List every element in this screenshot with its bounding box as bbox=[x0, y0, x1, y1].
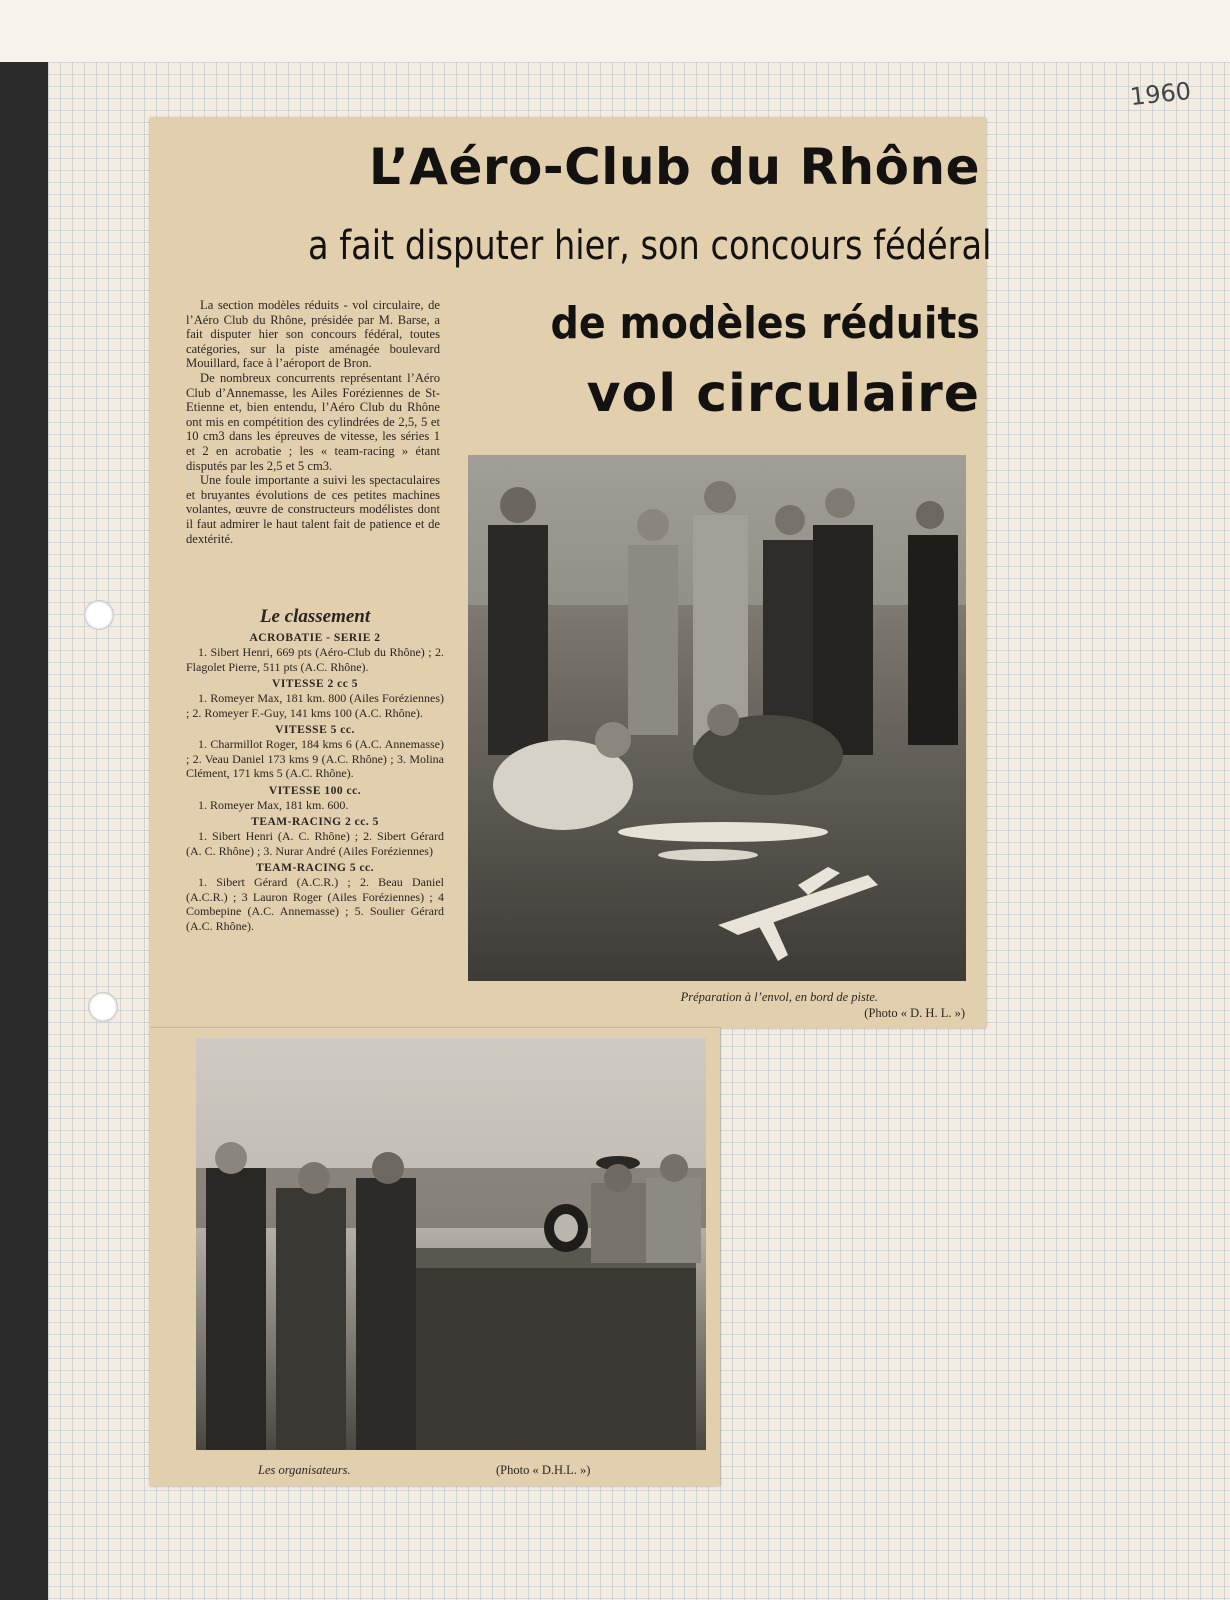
results-text: 1. Sibert Henri, 669 pts (Aéro-Club du Rhône) ; 2. Flagolet Pierre, 511 pts (A.C. Rhône). bbox=[186, 645, 444, 674]
headline-main: L’Aéro-Club du Rhône bbox=[368, 138, 980, 196]
binder-hole bbox=[88, 992, 118, 1022]
results-category: VITESSE 5 cc. bbox=[275, 724, 355, 736]
photo-credit: (Photo « D.H.L. ») bbox=[496, 1463, 591, 1477]
results-title: Le classement bbox=[259, 606, 371, 627]
photo-caption: Les organisateurs. bbox=[258, 1463, 351, 1477]
scan-top-margin bbox=[0, 0, 1230, 62]
intro-paragraph: Une foule importante a suivi les spectaculaires et bruyantes évolutions de ces petites machines volantes, œuvre de constructeurs modélistes dont il faut admirer le haut talent fait de patience et de dextérité. bbox=[186, 473, 440, 546]
handwritten-year: 1960 bbox=[1128, 76, 1193, 112]
results-text: 1. Sibert Henri (A. C. Rhône) ; 2. Sibert Gérard (A. C. Rhône) ; 3. Nurar André (Ailes Foréziennes) bbox=[186, 829, 444, 858]
results-text: 1. Sibert Gérard (A.C.R.) ; 2. Beau Daniel (A.C.R.) ; 3 Lauron Roger (Ailes Foréziennes) ; 4 Combepine (A.C. Annemasse) ; 5. Soulier Gérard (A.C. Rhône). bbox=[186, 875, 444, 933]
headline-sub: a fait disputer hier, son concours fédéral bbox=[308, 223, 992, 269]
results-section bbox=[186, 606, 444, 933]
results-text: 1. Romeyer Max, 181 km. 600. bbox=[198, 797, 349, 812]
results-category: TEAM-RACING 2 cc. 5 bbox=[251, 816, 379, 828]
headline-line4: vol circulaire bbox=[586, 364, 980, 424]
article-intro bbox=[186, 298, 440, 546]
results-text: 1. Romeyer Max, 181 km. 800 (Ailes Foréziennes) ; 2. Romeyer F.-Guy, 141 kms 100 (A.C. Rhône). bbox=[186, 691, 444, 720]
results-category: VITESSE 100 cc. bbox=[268, 784, 362, 797]
results-category: VITESSE 2 cc 5 bbox=[272, 678, 358, 690]
photo-caption: Préparation à l’envol, en bord de piste. bbox=[680, 990, 878, 1004]
intro-paragraph: De nombreux concurrents représentant l’Aéro Club d’Annemasse, les Ailes Foréziennes de St-Etienne et, bien entendu, l’Aéro Club du Rhône ont mis en compétition des cylindrées de 2,5, 5 et 10 cm3 dans les épreuves de vitesse, les séries 1 et 2 en acrobatie ; les « team-racing » étant disputés par les 2,5 et 5 cm3. bbox=[186, 370, 440, 473]
headline-line3: de modèles réduits bbox=[550, 298, 980, 349]
results-text: 1. Charmillot Roger, 184 kms 6 (A.C. Annemasse) ; 2. Veau Daniel 173 kms 9 (A.C. Rhône) ; 3. Molina Clément, 171 kms 5 (A.C. Rhône). bbox=[186, 737, 444, 780]
intro-paragraph: La section modèles réduits - vol circulaire, de l’Aéro Club du Rhône, présidée par M. Barse, a fait disputer hier son concours fédéral, toutes catégories, sur la piste aménagée boulevard Mouillard, face à l’aéroport de Bron. bbox=[186, 298, 440, 371]
results-category: TEAM-RACING 5 cc. bbox=[255, 862, 375, 874]
photo-credit: (Photo « D. H. L. ») bbox=[864, 1006, 965, 1020]
photo-illustration bbox=[468, 455, 966, 981]
photo-model-plane-preparation bbox=[468, 455, 966, 981]
photo-organizers bbox=[196, 1038, 706, 1450]
binder-hole bbox=[84, 600, 114, 630]
results-category: ACROBATIE - SERIE 2 bbox=[249, 632, 381, 644]
photo-illustration bbox=[196, 1038, 706, 1450]
